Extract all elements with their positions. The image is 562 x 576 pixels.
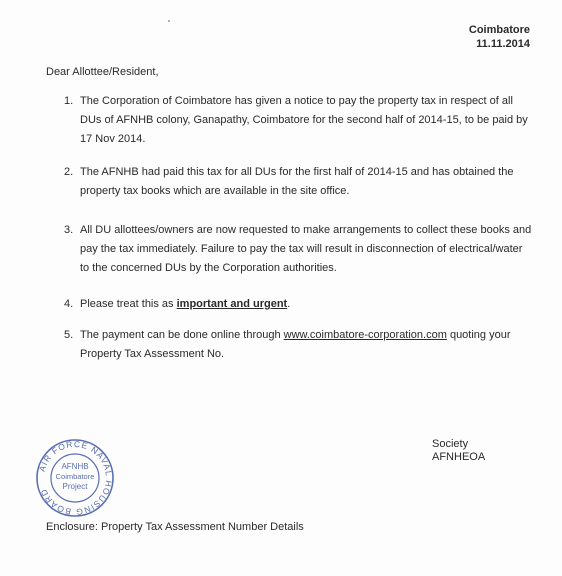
header-city: Coimbatore [468,24,530,36]
point-text-after: . [287,298,291,310]
point-number: 1. [64,95,74,107]
point-text-after: quoting your Property Tax Assessment No. [80,329,511,360]
signature-block [432,438,485,464]
stamp-line-2: Coimbatore [55,472,95,481]
point-text: All DU allottees/owners are now requested to make arrangements to collect these books and pay the tax immediately. Failure to pay the tax will result in disconnection of electrical/water to the concerned DUs by the Corporation authorities. [80,224,532,274]
stamp-line-1: AFNHB [61,462,89,471]
point-text: The Corporation of Coimbatore has given a notice to pay the property tax in respect of all DUs of AFNHB colony, Ganapathy, Coimbatore for the second half of 2014-15, to be paid by 17 Nov 2014. [80,95,528,145]
point-number: 4. [64,298,74,310]
corporation-website-link[interactable]: www.coimbatore-corporation.com [283,329,447,341]
point-item [46,92,532,149]
point-number: 5. [64,329,74,341]
stamp-ring-text: AIR FORCE NAVAL HOUSING BOARD [36,438,115,518]
salutation: Dear Allottee/Resident, [46,66,159,78]
signature-line-1: Society [432,438,469,450]
point-item [46,295,532,314]
point-text: The AFNHB had paid this tax for all DUs for the first half of 2014-15 and has obtained the property tax books which are available in the site office. [80,166,514,197]
point-text-before: The payment can be done online through [80,329,284,341]
header-date: 11.11.2014 [476,38,530,50]
point-text-before: Please treat this as [80,298,177,310]
point-number: 3. [64,224,74,236]
enclosure-note: Enclosure: Property Tax Assessment Number Details [46,521,304,533]
point-item [46,163,532,201]
point-item [46,221,532,278]
stamp-line-3: Project [62,482,88,491]
signature-line-2: AFNHEOA [432,451,486,463]
point-number: 2. [64,166,74,178]
society-stamp [30,438,120,518]
stamp-seal-icon [30,438,120,518]
point-item [46,326,532,364]
emphasis-text: important and urgent [176,298,288,310]
letter-header [469,23,530,51]
scan-speck [168,20,170,22]
points-list [46,92,532,364]
